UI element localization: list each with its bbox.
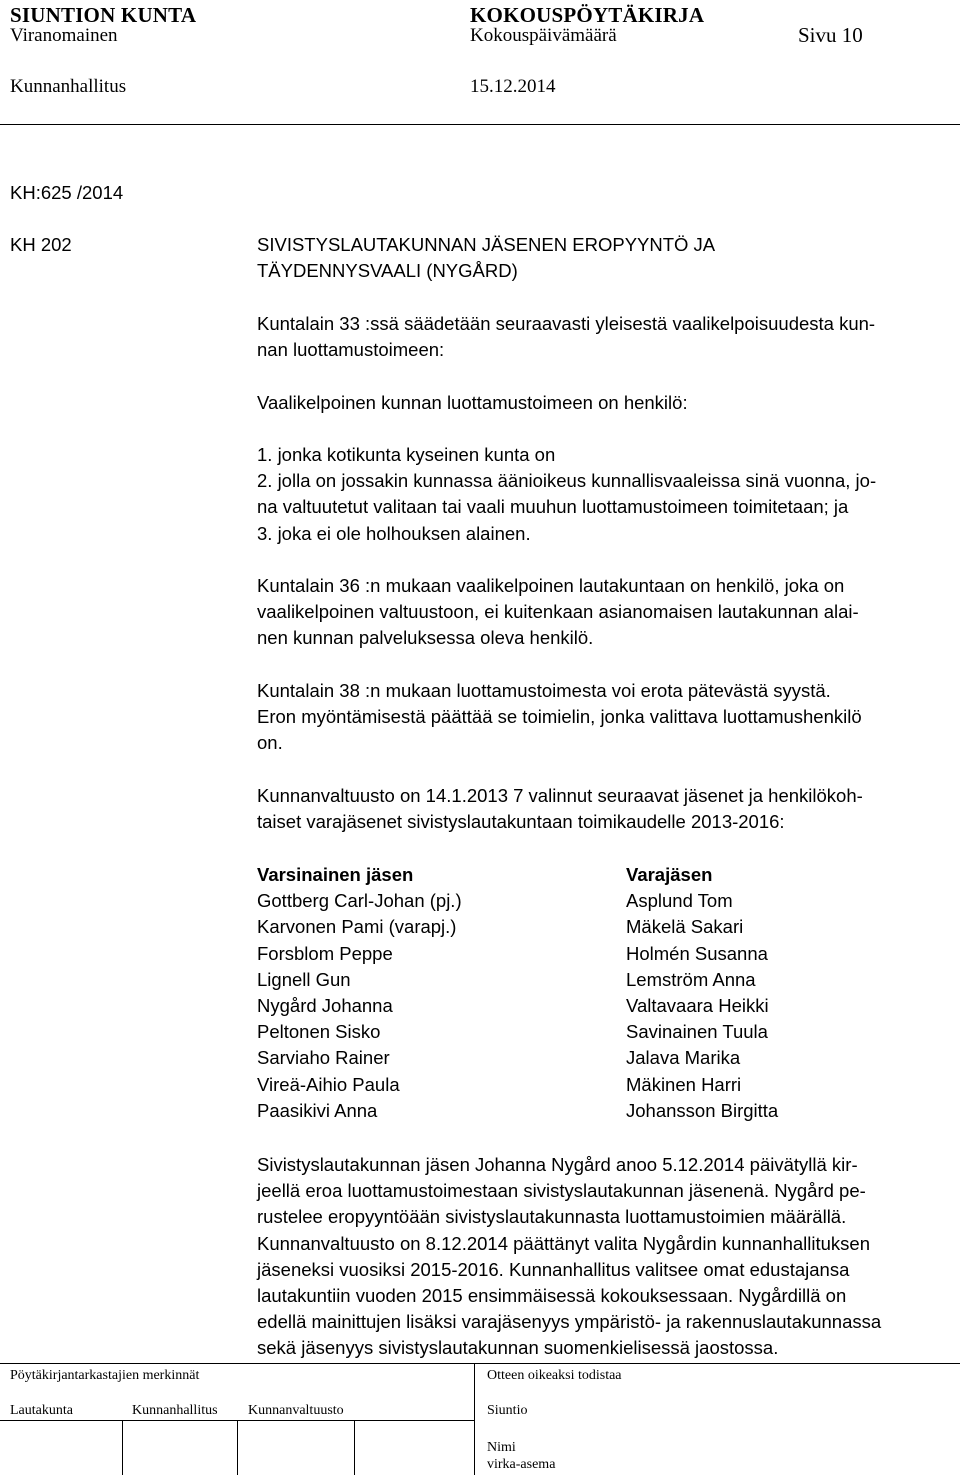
paragraph-line: edellä mainittujen lisäksi varajäsenyys ympäristö- ja rakennuslautakunnassa bbox=[257, 1311, 882, 1333]
case-title bbox=[257, 232, 957, 284]
paragraph-line: nen kunnan palveluksessa oleva henkilö. bbox=[257, 627, 594, 649]
deputy-name: Lemström Anna bbox=[626, 968, 756, 990]
deputy-name: Holmén Susanna bbox=[626, 942, 768, 964]
footer-col-kunnanhallitus: Kunnanhallitus bbox=[132, 1403, 218, 1418]
list-item: 2. jolla on jossakin kunnassa äänioikeus kunnallisvaaleissa sinä vuonna, jo- bbox=[257, 470, 877, 492]
deputy-name: Mäkinen Harri bbox=[626, 1073, 742, 1095]
footer-column-divider bbox=[474, 1363, 475, 1475]
paragraph-line: vaalikelpoinen valtuustoon, ei kuitenkaan asianomaisen lautakunnan alai- bbox=[257, 601, 859, 623]
deputy-name: Valtavaara Heikki bbox=[626, 995, 769, 1017]
deputy-name: Jalava Marika bbox=[626, 1047, 741, 1069]
paragraph-line: Vaalikelpoinen kunnan luottamustoimeen on henkilö: bbox=[257, 392, 688, 413]
list-item: na valtuutetut valitaan tai vaali muuhun luottamustoimeen toimitetaan; ja bbox=[257, 496, 849, 518]
final-paragraph bbox=[257, 1152, 957, 1362]
members-col2-header: Varajäsen bbox=[626, 864, 713, 885]
footer-col-kunnanvaltuusto: Kunnanvaltuusto bbox=[248, 1403, 344, 1418]
paragraph-line: jeellä eroa luottamustoimestaan sivistyslautakunnan jäsenenä. Nygård pe- bbox=[257, 1180, 866, 1202]
paragraph-line: nan luottamustoimeen: bbox=[257, 339, 445, 361]
footer-cell-divider bbox=[237, 1420, 238, 1475]
footer-place: Siuntio bbox=[487, 1403, 528, 1418]
paragraph bbox=[257, 783, 957, 835]
meeting-date: 15.12.2014 bbox=[470, 76, 556, 97]
paragraph bbox=[257, 573, 957, 652]
deputy-name: Savinainen Tuula bbox=[626, 1021, 768, 1043]
paragraph-line: Eron myöntämisestä päättää se toimielin, jonka valittava luottamushenkilö bbox=[257, 706, 862, 728]
certified-label: Otteen oikeaksi todistaa bbox=[487, 1368, 622, 1383]
paragraph bbox=[257, 390, 957, 416]
members-col2 bbox=[626, 862, 778, 1124]
case-title-line: SIVISTYSLAUTAKUNNAN JÄSENEN EROPYYNTÖ JA bbox=[257, 234, 716, 255]
footer-divider bbox=[0, 1363, 960, 1364]
member-name: Forsblom Peppe bbox=[257, 942, 393, 964]
list-item: 1. jonka kotikunta kyseinen kunta on bbox=[257, 444, 556, 465]
authority: Kunnanhallitus bbox=[10, 76, 127, 97]
deputy-name: Asplund Tom bbox=[626, 890, 733, 912]
paragraph bbox=[257, 678, 957, 757]
case-number: KH 202 bbox=[10, 234, 72, 255]
document-type: KOKOUSPÖYTÄKIRJA bbox=[470, 3, 705, 27]
paragraph bbox=[257, 311, 957, 363]
paragraph-line: Kuntalain 38 :n mukaan luottamustoimesta voi erota pätevästä syystä. bbox=[257, 680, 831, 701]
page-number: Sivu 10 bbox=[798, 23, 863, 47]
member-name: Nygård Johanna bbox=[257, 995, 393, 1017]
paragraph-line: Kunnanvaltuusto on 8.12.2014 päättänyt valita Nygårdin kunnanhallituksen bbox=[257, 1232, 870, 1254]
member-name: Lignell Gun bbox=[257, 968, 351, 990]
case-title-line: TÄYDENNYSVAALI (NYGÅRD) bbox=[257, 260, 518, 282]
member-name: Peltonen Sisko bbox=[257, 1021, 381, 1043]
authority-label: Viranomainen bbox=[10, 25, 118, 46]
footer-cell-divider bbox=[354, 1420, 355, 1475]
paragraph-line: taiset varajäsenet sivistyslautakuntaan toimikaudelle 2013-2016: bbox=[257, 811, 785, 833]
members-col1-header: Varsinainen jäsen bbox=[257, 864, 414, 885]
deputy-name: Johansson Birgitta bbox=[626, 1099, 779, 1121]
header-divider bbox=[0, 124, 960, 125]
footer-position-label: virka-asema bbox=[487, 1457, 556, 1472]
criteria-list bbox=[257, 442, 957, 547]
checkers-label: Pöytäkirjantarkastajien merkinnät bbox=[10, 1368, 200, 1383]
member-name: Karvonen Pami (varapj.) bbox=[257, 916, 457, 938]
members-col1 bbox=[257, 862, 462, 1124]
footer-cell-divider bbox=[122, 1420, 123, 1475]
case-reference: KH:625 /2014 bbox=[10, 182, 124, 203]
paragraph-line: Kuntalain 36 :n mukaan vaalikelpoinen lautakuntaan on henkilö, joka on bbox=[257, 575, 845, 596]
org-name: SIUNTION KUNTA bbox=[10, 3, 197, 27]
footer-col-lautakunta: Lautakunta bbox=[10, 1403, 73, 1418]
member-name: Paasikivi Anna bbox=[257, 1099, 378, 1121]
date-label: Kokouspäivämäärä bbox=[470, 25, 617, 46]
footer-name-label: Nimi bbox=[487, 1440, 516, 1455]
list-item: 3. joka ei ole holhouksen alainen. bbox=[257, 522, 531, 544]
paragraph-line: lautakuntiin vuoden 2015 ensimmäisessä kokouksessaan. Nygårdillä on bbox=[257, 1285, 847, 1307]
paragraph-line: jäseneksi vuosiksi 2015-2016. Kunnanhallitus valitsee omat edustajansa bbox=[257, 1258, 850, 1280]
paragraph-line: Sivistyslautakunnan jäsen Johanna Nygård anoo 5.12.2014 päivätyllä kir- bbox=[257, 1154, 858, 1175]
paragraph-line: Kunnanvaltuusto on 14.1.2013 7 valinnut seuraavat jäsenet ja henkilökoh- bbox=[257, 785, 863, 806]
member-name: Gottberg Carl-Johan (pj.) bbox=[257, 890, 462, 912]
deputy-name: Mäkelä Sakari bbox=[626, 916, 744, 938]
paragraph-line: on. bbox=[257, 732, 283, 754]
paragraph-line: Kuntalain 33 :ssä säädetään seuraavasti yleisestä vaalikelpoisuudesta kun- bbox=[257, 313, 876, 334]
paragraph-line: rustelee eropyyntöään sivistyslautakunnasta luottamustoimien määrällä. bbox=[257, 1206, 847, 1228]
member-name: Vireä-Aihio Paula bbox=[257, 1073, 400, 1095]
paragraph-line: sekä jäsenyys sivistyslautakunnan suomenkielisessä jaostossa. bbox=[257, 1337, 779, 1359]
member-name: Sarviaho Rainer bbox=[257, 1047, 390, 1069]
